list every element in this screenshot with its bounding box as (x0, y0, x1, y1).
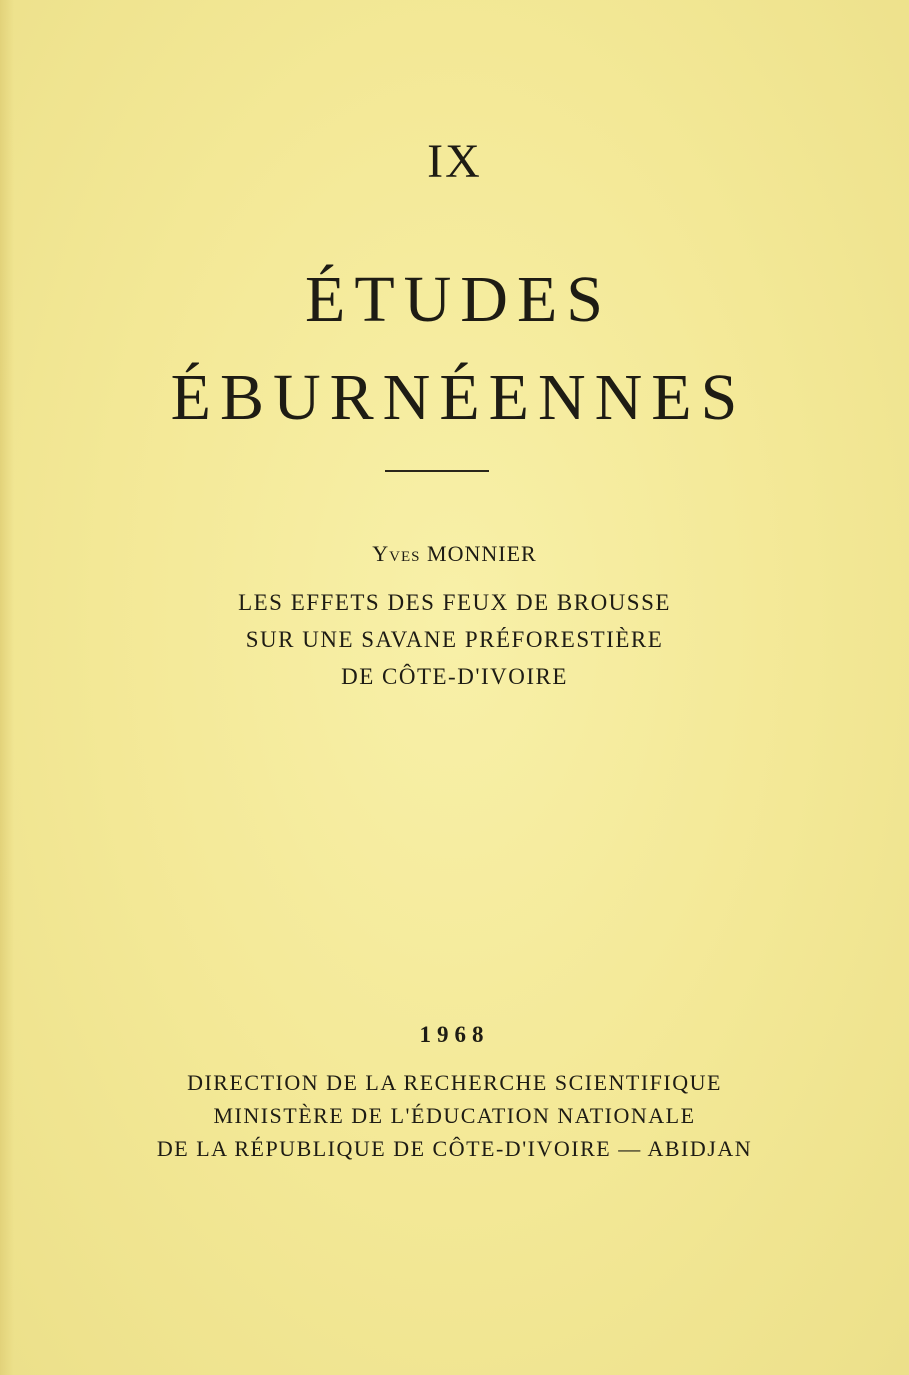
publication-year: 1968 (419, 1022, 490, 1047)
author-family-name: MONNIER (427, 541, 537, 566)
book-title-line-2: SUR UNE SAVANE PRÉFORESTIÈRE (245, 627, 664, 652)
book-title-line-1: LES EFFETS DES FEUX DE BROUSSE (238, 590, 671, 615)
series-number: IX (427, 135, 482, 188)
publisher-line-3: DE LA RÉPUBLIQUE DE CÔTE-D'IVOIRE — ABIDJAN (156, 1136, 753, 1161)
book-title-line-3: DE CÔTE-D'IVOIRE (341, 664, 568, 689)
publisher-line-1: DIRECTION DE LA RECHERCHE SCIENTIFIQUE (187, 1070, 722, 1095)
author-name (0, 541, 909, 567)
title-divider-rule (385, 470, 489, 472)
series-title-line-1: ÉTUDES (305, 263, 612, 336)
publisher-line-2: MINISTÈRE DE L'ÉDUCATION NATIONALE (213, 1103, 696, 1128)
author-given-name: Yves (372, 541, 421, 566)
series-title-line-2: ÉBURNÉENNES (170, 361, 747, 434)
